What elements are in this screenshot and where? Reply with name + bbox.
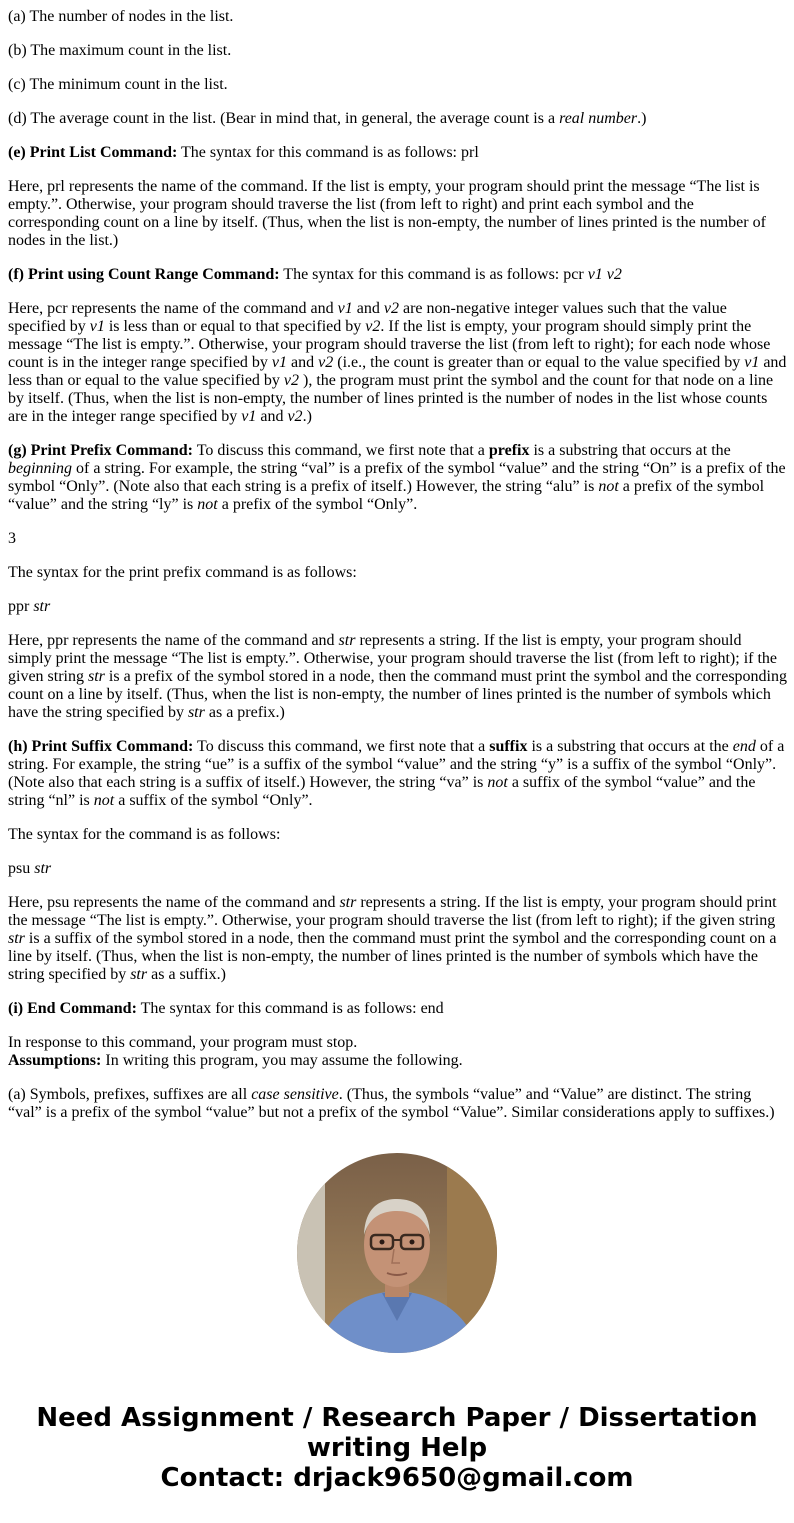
section-g-heading: (g) Print Prefix Command: To discuss this command, we first note that a prefix is a substring that occurs at the beginning of a string. For example, the string “val” is a prefix of the symbol “value” and the string “On” is a prefix of the symbol “Only”. (Note also that each string is a prefix of itself.) However, the string “alu” is not a prefix of the symbol “value” and the string “ly” is not a prefix of the symbol “Only”. xyxy=(8,442,786,513)
section-g-command: ppr str xyxy=(8,598,51,615)
section-i-body: In response to this command, your program must stop. xyxy=(8,1034,358,1051)
item-d: (d) The average count in the list. (Bear in mind that, in general, the average count is a real number.) xyxy=(8,110,647,127)
avatar xyxy=(297,1153,497,1353)
section-e-heading: (e) Print List Command: The syntax for this command is as follows: prl xyxy=(8,144,479,161)
item-a: (a) The number of nodes in the list. xyxy=(8,8,234,25)
document-body xyxy=(8,8,788,1123)
section-h-heading: (h) Print Suffix Command: To discuss this command, we first note that a suffix is a substring that occurs at the end of a string. For example, the string “ue” is a suffix of the symbol “value” and the string “y” is a suffix of the symbol “Only”. (Note also that each string is a suffix of itself.) However, the string “va” is not a suffix of the symbol “value” and the string “nl” is not a suffix of the symbol “Only”. xyxy=(8,738,785,809)
assumption-a: (a) Symbols, prefixes, suffixes are all case sensitive. (Thus, the symbols “value” and “Value” are distinct. The string “val” is a prefix of the symbol “value” but not a prefix of the symbol “Value”. Similar considerations apply to suffixes.) xyxy=(8,1086,775,1121)
footer-line-1: Need Assignment / Research Paper / Dissertation xyxy=(36,1403,758,1433)
page-number: 3 xyxy=(8,530,16,547)
section-h-syntax-intro: The syntax for the command is as follows: xyxy=(8,826,281,843)
section-h-command: psu str xyxy=(8,860,52,877)
item-c: (c) The minimum count in the list. xyxy=(8,76,228,93)
footer-contact: Contact: drjack9650@gmail.com xyxy=(160,1463,634,1493)
section-f-body: Here, pcr represents the name of the command and v1 and v2 are non-negative integer values such that the value specified by v1 is less than or equal to that specified by v2. If the list is empty, your program should simply print the message “The list is empty.”. Otherwise, your program should traverse the list (from left to right); for each node whose count is in the integer range specified by v1 and v2 (i.e., the count is greater than or equal to the value specified by v1 and less than or equal to the value specified by v2 ), the program must print the symbol and the count for that node on a line by itself. (Thus, when the list is non-empty, the number of lines printed is the number of nodes in the list whose counts are in the integer range specified by v1 and v2.) xyxy=(8,300,787,425)
footer-line-2: writing Help xyxy=(306,1433,488,1463)
footer-banner xyxy=(0,1403,794,1493)
assumptions-heading: Assumptions: In writing this program, you may assume the following. xyxy=(8,1052,463,1069)
item-b: (b) The maximum count in the list. xyxy=(8,42,232,59)
section-g-syntax-intro: The syntax for the print prefix command is as follows: xyxy=(8,564,357,581)
section-e-body: Here, prl represents the name of the command. If the list is empty, your program should print the message “The list is empty.”. Otherwise, your program should traverse the list (from left to right) and print each symbol and the corresponding count on a line by itself. (Thus, when the list is non-empty, the number of lines printed is the number of nodes in the list.) xyxy=(8,178,766,249)
section-g-body: Here, ppr represents the name of the command and str represents a string. If the list is empty, your program should simply print the message “The list is empty.”. Otherwise, your program should traverse the list (from left to right); if the given string str is a prefix of the symbol stored in a node, then the command must print the symbol and the corresponding count on a line by itself. (Thus, when the list is non-empty, the number of lines printed is the number of symbols which have the string specified by str as a prefix.) xyxy=(8,632,787,721)
section-h-body: Here, psu represents the name of the command and str represents a string. If the list is empty, your program should print the message “The list is empty.”. Otherwise, your program should traverse the list (from left to right); if the given string str is a suffix of the symbol stored in a node, then the command must print the symbol and the corresponding count on a line by itself. (Thus, when the list is non-empty, the number of lines printed is the number of symbols which have the string specified by str as a suffix.) xyxy=(8,894,777,983)
section-f-heading: (f) Print using Count Range Command: The syntax for this command is as follows: pcr v1 v2 xyxy=(8,266,622,283)
person-portrait-icon xyxy=(297,1153,497,1353)
section-i-heading: (i) End Command: The syntax for this command is as follows: end xyxy=(8,1000,444,1017)
